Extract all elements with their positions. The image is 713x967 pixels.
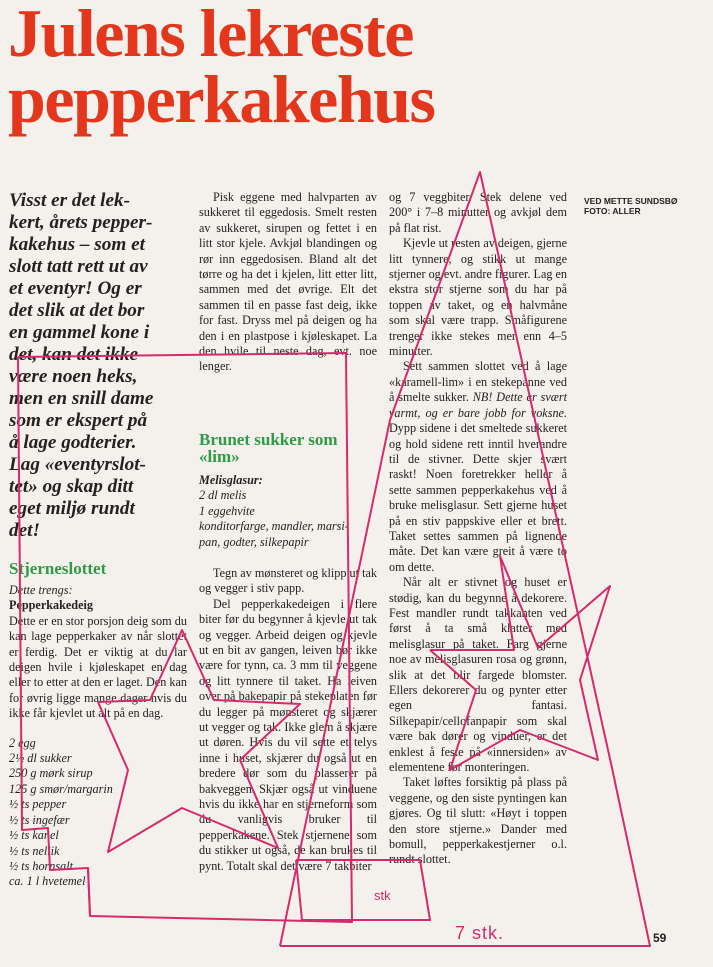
handwritten-small-label: stk (374, 888, 391, 903)
lead-line: Visst er det lek- (9, 190, 130, 211)
lead-line: men en snill dame (9, 388, 154, 409)
lead-line: det, kan det ikke (9, 344, 138, 365)
intro-paragraph: Dette er en stor porsjon deig som du kan lage pepperkaker av når slottet er ferdig. Det er viktig at du lar deigen hvile i kjøleskapet en dag eller to etter at den er laget. Den kan for øvrig ligge mange dager hvis du ikke får kjevlet ut alt på en dag. (9, 613, 187, 721)
column3-paragraph-3-text: Sett sammen slottet ved å lage «karamell-lim» i en stekepanne ved å smelte sukker. (389, 359, 567, 405)
glaze-list (199, 473, 377, 550)
column3-paragraph-5: Taket løftes forsiktig på plass på veggene, og den siste pyntingen kan gjøres. Og til slutt: «Høyt i toppen den store stjerne.» Dander med bomull, pepperkakestjerner o.l. rundt slottet. (389, 775, 567, 867)
glaze-item: pan, godter, silkepapir (199, 534, 309, 549)
lead-line: det slik at det bor (9, 300, 145, 321)
ingredient-item: 2½ dl sukker (9, 751, 72, 766)
lead-line: kakehus – som et (9, 234, 145, 255)
glaze-item: 2 dl melis (199, 488, 247, 503)
byline-author: VED METTE SUNDSBØ (584, 196, 678, 206)
section-heading-stjerneslottet: Stjerneslottet (9, 559, 107, 578)
lead-line: et eventyr! Og er (9, 278, 142, 299)
column3-paragraph-2: Kjevle ut resten av deigen, gjerne litt tynnere, og stikk ut mange stjerner og evt. andre figurer. Lag en ekstra stor stjerne som du har på toppen av taket, og en halvmåne som skal være trapp. Småfigurene trenger ikke stekes mer enn 4–5 minutter. (389, 236, 567, 359)
lead-line: det! (9, 520, 40, 541)
lead-line: eget miljø rundt (9, 498, 135, 519)
section-heading-brunet-sukker: Brunet sukker som «lim» (199, 429, 338, 466)
lead-line: som er ekspert på (9, 410, 148, 431)
column2-paragraph-1: Pisk eggene med halvparten av sukkeret til eggedosis. Smelt resten av sukkeret, sirupen og fettet i en litt stor kjele. Avkjøl blandingen og rør inn eggedosisen. Bland alt det tørre og ha det i kjelen, litt etter litt, sammen med det øvrige. Elt det sammen til en passe fast deig, ikke for fast. Dryss mel på deigen og ha den i en plastpose i kjøleskapet. La den hvile til neste dag, evt. noe lenger. (199, 190, 377, 374)
column3-paragraph-1: og 7 veggbiter. Stek delene ved 200° i 7–8 minutter og avkjøl dem på flat rist. (389, 190, 567, 235)
handwritten-count: 7 stk. (455, 923, 505, 943)
safety-note: NB! Dette er svært varmt, og er bare jobb for voksne. (389, 390, 568, 420)
lead-line: slott tatt rett ut av (9, 256, 148, 277)
dough-label: Pepperkakedeig (9, 598, 93, 613)
needs-label: Dette trengs: (9, 583, 73, 597)
ingredient-item: ½ ts hornsalt (9, 858, 73, 873)
lead-line: være noen heks, (9, 366, 138, 387)
column2-paragraph-2: Tegn av mønsteret og klipp ut tak og vegger i stiv papp. (199, 565, 377, 596)
column-1 (9, 190, 187, 890)
ingredient-list (9, 736, 187, 890)
ingredient-item: 2 egg (9, 735, 36, 750)
ingredient-item: ½ ts kanel (9, 828, 59, 843)
column2-paragraph-3: Del pepperkakedeigen i flere biter før du begynner å kjevle ut tak og vegger. Arbeid deigen og kjevle ut en bit av gangen, leiven bør ikke være for tynn, ca. 3 mm til veggene og litt tynnere til taket. Ha leiven over på bakepapir på stekeplaten før du legger på mønsteret og skjærer ut vegger og tak. Ikke glem å skjære ut døren. Hvis du vil sette et telys inne i huset, skjærer du også ut en bredere dør som du plasserer på bakveggen. Skjær også ut vinduene hvis du ikke har en stjerneform som du vanligvis bruker til pepperkakene. Stek stjernene som du stikker ut også, de kan brukes til pynt. Totalt skal det være 7 takbiter (199, 596, 377, 873)
column3-paragraph-4: Når alt er stivnet og huset er stødig, kan du begynne å dekorere. Fest mandler rundt takkanten ved først å ta små klatter med melisglasur på taket. Farg gjerne noe av melisglasuren rosa og grønn, slik at det blir fargede blomster. Ellers dekorerer du og pynter etter egen fantasi. Silkepapir/cellofanpapir som skal være bak dører og vinduer, er det enklest å feste på «innersiden» av elementene før monteringen. (389, 575, 567, 775)
title-line-2: pepperkakehus (8, 61, 435, 137)
article-title (8, 0, 708, 137)
byline (584, 196, 709, 216)
page-number: 59 (653, 931, 667, 945)
lead-paragraph (9, 190, 187, 542)
glaze-item: 1 eggehvite (199, 503, 255, 518)
ingredient-item: ½ ts ingefær (9, 812, 70, 827)
ingredient-item: 125 g smør/margarin (9, 781, 113, 796)
lead-line: kert, årets pepper- (9, 212, 153, 233)
column-3 (389, 190, 567, 868)
ingredient-item: ½ ts pepper (9, 797, 67, 812)
ingredient-item: 250 g mørk sirup (9, 766, 93, 781)
lead-line: tet» og skap ditt (9, 476, 134, 497)
column-2 (199, 190, 377, 874)
lead-line: å lage godterier. (9, 432, 137, 453)
glaze-label: Melisglasur: (199, 472, 263, 487)
ingredient-item: ½ ts nellik (9, 843, 60, 858)
column3-paragraph-3 (389, 359, 567, 575)
title-line-1: Julens lekreste (8, 0, 413, 71)
lead-line: en gammel kone i (9, 322, 150, 343)
ingredient-item: ca. 1 l hvetemel (9, 874, 86, 889)
lead-line: Lag «eventyrslot- (9, 454, 146, 475)
glaze-item: konditorfarge, mandler, marsi- (199, 519, 349, 534)
byline-photo: FOTO: ALLER (584, 206, 641, 216)
column3-paragraph-3-cont: Dypp sidene i det smeltede sukkeret og hold sidene rett inntil hverandre til de stivner. Dette skjer svært raskt! Noen foretrekker heller å sette sammen pepperkakehus ved å bruke melisglasur. Sett gjerne huset på en stiv pappskive eller et brett. Taket settes sammen på lignende måte. Det kan være greit å være to om dette. (389, 421, 567, 574)
